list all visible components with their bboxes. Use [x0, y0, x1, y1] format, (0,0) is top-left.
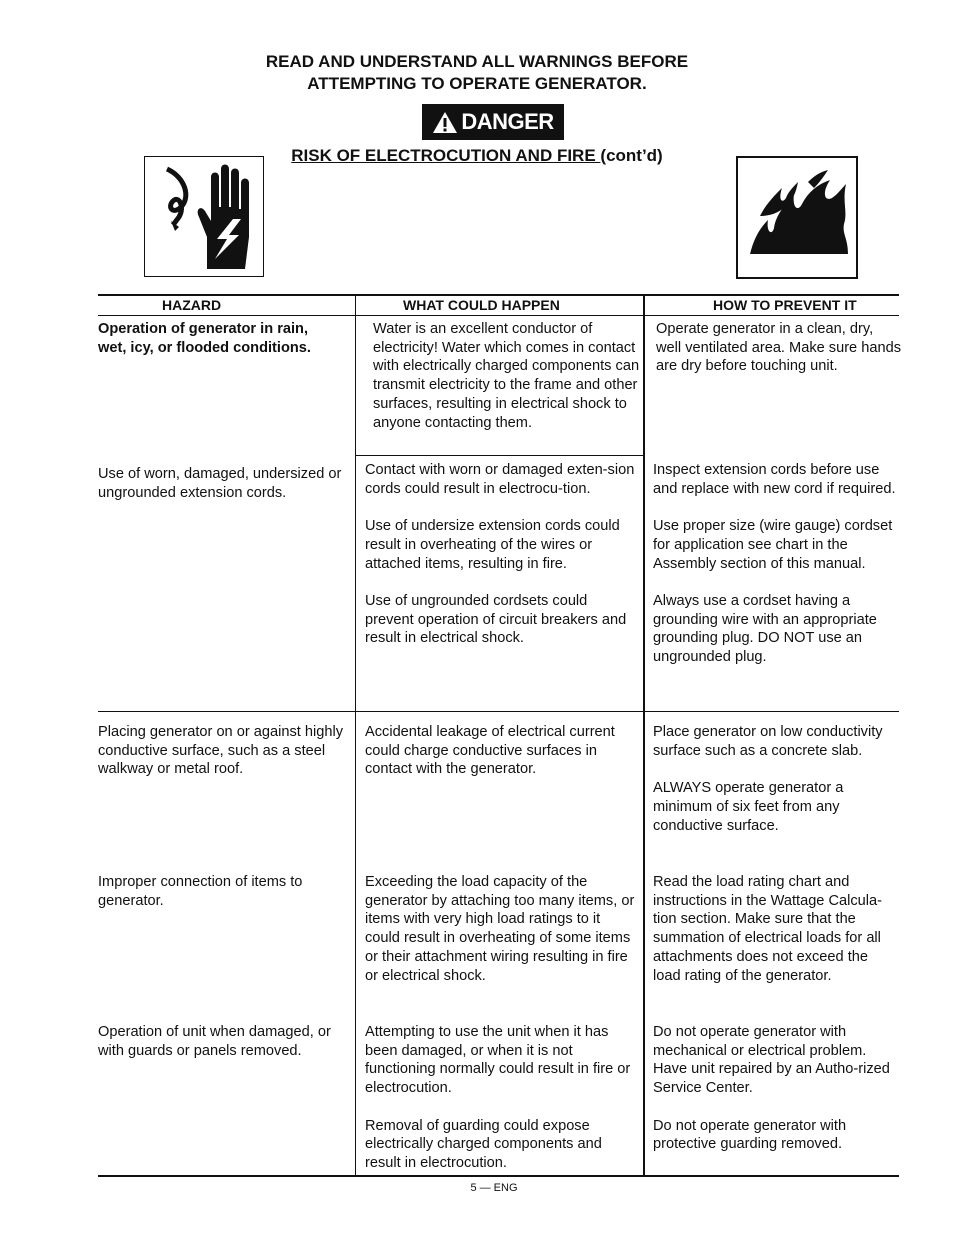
hazard-table	[98, 294, 899, 1177]
header-hazard: HAZARD	[162, 297, 222, 313]
row-2-happen-text-2: Use of undersize extension cords could result in overheating of the wires or attached items, resulting in fire.	[365, 518, 620, 572]
row-3-hazard-text: Placing generator on or against highly conductive surface, such as a steel walkway or metal roof.	[98, 724, 344, 778]
danger-label: DANGER	[461, 109, 554, 134]
row-2-divider	[98, 711, 899, 712]
row-3-happen	[365, 723, 635, 779]
row-4-prevent-text-1: Read the load rating chart and instructions in the Wattage Calcula-tion section. Make sure that the summation of electrical loads for all attachments does not exceed the load rating of the generator.	[653, 874, 883, 984]
row-5-happen-text-2: Removal of guarding could expose electrically charged components and result in electrocution.	[365, 1117, 602, 1171]
danger-banner	[422, 104, 564, 140]
page-footer: 5 — ENG	[470, 1182, 518, 1194]
row-5-happen-text-1: Attempting to use the unit when it has been damaged, or when it is not functioning normally could result in fire or electrocution.	[365, 1024, 631, 1097]
row-4-hazard-text: Improper connection of items to generator.	[98, 874, 303, 909]
row-3-hazard	[98, 723, 343, 779]
row-1-happen	[373, 320, 645, 432]
table-bottom-rule	[98, 1175, 899, 1177]
row-1-prevent	[656, 320, 902, 376]
row-5-prevent-text-1: Do not operate generator with mechanical or electrical problem. Have unit repaired by an Autho-rized Service Center.	[653, 1024, 890, 1097]
fire-flames-icon	[736, 156, 858, 279]
row-4-hazard	[98, 873, 343, 910]
table-header-rule	[98, 315, 899, 316]
row-3-prevent	[653, 723, 899, 835]
row-2-prevent-text-3: Always use a cordset having a grounding wire with an appropriate grounding plug. DO NOT use an ungrounded plug.	[653, 592, 877, 665]
table-top-rule	[98, 294, 899, 296]
header-what-could-happen: WHAT COULD HAPPEN	[403, 297, 560, 313]
electrocution-hand-icon	[144, 156, 264, 277]
heading-line-1: READ AND UNDERSTAND ALL WARNINGS BEFORE	[265, 52, 689, 71]
row-2-happen	[365, 461, 635, 648]
header-how-to-prevent: HOW TO PREVENT IT	[713, 297, 857, 313]
row-5-happen	[365, 1023, 635, 1173]
warning-triangle-icon	[432, 111, 458, 134]
row-2-prevent	[653, 461, 899, 667]
row-2-happen-text-1: Contact with worn or damaged exten-sion cords could result in electrocu-tion.	[365, 462, 635, 497]
row-1-hazard-text: Operation of generator in rain, wet, icy, or flooded conditions.	[98, 321, 311, 356]
row-1-divider	[355, 455, 645, 456]
heading-line-2: ATTEMPTING TO OPERATE GENERATOR.	[307, 74, 647, 93]
page-heading	[0, 51, 954, 95]
row-5-prevent	[653, 1023, 899, 1154]
row-2-hazard	[98, 465, 343, 502]
subtitle-suffix: (cont’d)	[600, 146, 663, 165]
row-5-hazard-text: Operation of unit when damaged, or with guards or panels removed.	[98, 1024, 331, 1059]
subtitle-main: RISK OF ELECTROCUTION AND FIRE	[291, 146, 601, 165]
row-1-hazard	[98, 320, 338, 357]
row-4-happen	[365, 873, 635, 985]
row-3-prevent-text-1: Place generator on low conductivity surface such as a concrete slab.	[653, 724, 883, 759]
column-divider-1	[355, 294, 356, 1175]
row-3-happen-text-1: Accidental leakage of electrical current could charge conductive surfaces in contact with the generator.	[365, 724, 615, 778]
row-2-hazard-text: Use of worn, damaged, undersized or ungrounded extension cords.	[98, 466, 342, 501]
row-2-prevent-text-1: Inspect extension cords before use and replace with new cord if required.	[653, 462, 896, 497]
row-5-prevent-text-2: Do not operate generator with protective guarding removed.	[653, 1117, 847, 1153]
row-1-prevent-text-1: Operate generator in a clean, dry, well ventilated area. Make sure hands are dry before touching unit.	[656, 321, 901, 375]
row-2-prevent-text-2: Use proper size (wire gauge) cordset for application see chart in the Assembly section of this manual.	[653, 518, 893, 572]
row-5-hazard	[98, 1023, 343, 1060]
row-1-happen-text-1: Water is an excellent conductor of electricity! Water which comes in contact with electrically charged components can transmit electricity to the frame and other surfaces, resulting in electrical shock to anyone contacting them.	[373, 321, 640, 431]
row-4-prevent	[653, 873, 899, 985]
row-3-prevent-text-2: ALWAYS operate generator a minimum of six feet from any conductive surface.	[653, 780, 844, 834]
row-4-happen-text-1: Exceeding the load capacity of the generator by attaching too many items, or items with very high load ratings to it could result in overheating of some items or their attachment wiring resulting in fire or electrical shock.	[365, 874, 635, 984]
row-2-happen-text-3: Use of ungrounded cordsets could prevent operation of circuit breakers and result in electrical shock.	[365, 592, 627, 647]
